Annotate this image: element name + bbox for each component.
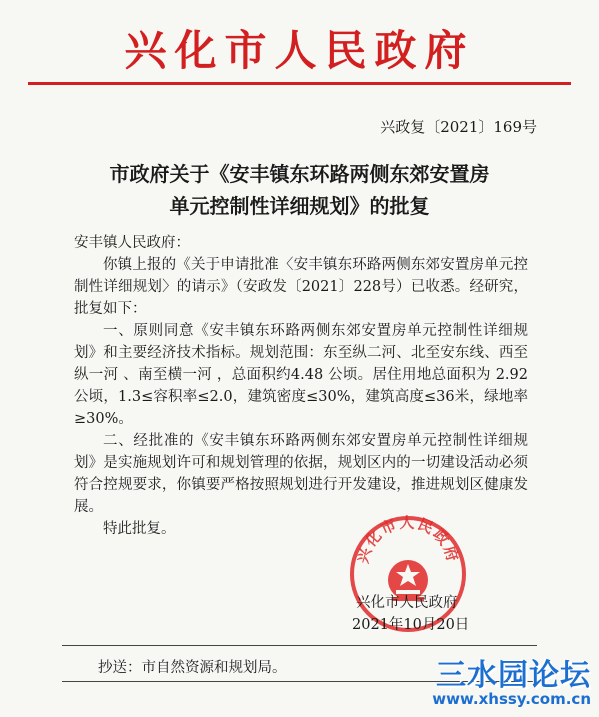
document-number: 兴政复〔2021〕169号 bbox=[380, 118, 537, 136]
closing-phrase: 特此批复。 bbox=[103, 521, 176, 537]
body-paragraph-3: 二、经批准的《安丰镇东环路两侧东郊安置房单元控制性详细规划》是实施规划许可和规划管理的依据，规划区内的一切建设活动必须符合控规要求，你镇要严格按照规划进行开发建设，推进规划区健康发展。 bbox=[74, 433, 528, 515]
svg-text:兴化市人民政府: 兴化市人民政府 bbox=[353, 514, 463, 566]
watermark-logo-text: 三水园论坛 bbox=[436, 658, 591, 693]
watermark-url: www.xhssy.com.cn bbox=[432, 690, 591, 708]
signature-date: 2021年10月20日 bbox=[352, 617, 470, 633]
copy-to-rule-top bbox=[62, 645, 537, 646]
document-title-line-2: 单元控制性详细规划》的批复 bbox=[169, 194, 430, 218]
document-title-line-1: 市政府关于《安丰镇东环路两侧东郊安置房 bbox=[109, 162, 490, 186]
site-watermark bbox=[432, 650, 591, 708]
signature-organization: 兴化市人民政府 bbox=[356, 595, 458, 611]
document-title bbox=[0, 158, 599, 222]
salutation: 安丰镇人民政府： bbox=[74, 235, 190, 251]
body-paragraph-1: 你镇上报的《关于申请批准〈安丰镇东环路两侧东郊安置房单元控制性详细规划〉的请示》（安政发〔2021〕228号）已收悉。经研究，批复如下： bbox=[74, 257, 528, 317]
copy-to-line: 抄送：市自然资源和规划局。 bbox=[98, 660, 287, 676]
body-paragraph-2: 一、原则同意《安丰镇东环路两侧东郊安置房单元控制性详细规划》和主要经济技术指标。规划范围：东至纵二河、北至安东线、西至纵一河 、南至横一河 ，总面积约4.48 公顷。居住用地总面积为 2.92 公顷，1.3≤容积率≤2.0，建筑密度≤30%，建筑高度≤36米，绿地率≥30%。 bbox=[74, 323, 528, 427]
issuer-header: 兴化市人民政府 bbox=[124, 26, 475, 75]
document-body bbox=[74, 232, 528, 540]
header-red-rule bbox=[28, 82, 571, 85]
signature-block bbox=[352, 592, 469, 636]
